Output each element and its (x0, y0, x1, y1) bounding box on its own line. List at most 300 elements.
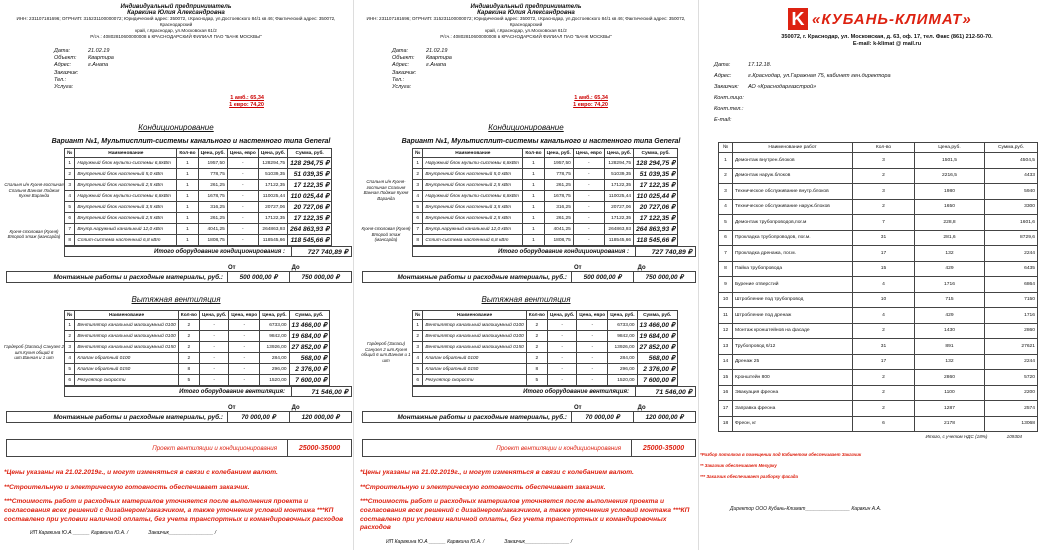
works-table (718, 142, 1038, 432)
cell-price-eur: - (577, 375, 608, 386)
cell-qty: 7 (853, 215, 915, 231)
cell-num: 1 (719, 153, 733, 169)
cell-num: 5 (719, 215, 733, 231)
ventilation-total (412, 386, 696, 397)
cell-sum: 568,00 ₽ (289, 353, 329, 364)
cell-price-eur: - (573, 235, 604, 246)
cell-qty: 5 (526, 375, 547, 386)
cell-sum: 17 122,35 ₽ (634, 180, 678, 191)
table-row (413, 158, 678, 169)
cell-name: Штробление под дренаж (733, 308, 853, 324)
cell-price-rub: 13926,00 (260, 342, 289, 353)
cell-qty: 3 (853, 184, 915, 200)
total-value: 727 740,89 ₽ (291, 247, 351, 256)
cell-sum: 2 376,00 ₽ (637, 364, 677, 375)
cell-price-eur: - (229, 320, 260, 331)
cell-price-eur: - (227, 213, 258, 224)
cell-num: 17 (719, 401, 733, 417)
table-row (413, 180, 678, 191)
meta-key: Тел.: (54, 76, 67, 83)
cell-num: 3 (719, 184, 733, 200)
cell-price-rub: 110025,44 (258, 191, 287, 202)
cell-name: Штробление под трубопровод (733, 292, 853, 308)
cell-name: Прокладка дренажа, пог.м. (733, 246, 853, 262)
signatures (730, 506, 1024, 512)
from-label: От (574, 265, 582, 272)
to-label: До (291, 265, 300, 272)
table-row (719, 339, 1038, 355)
cell-price: 228,8 (915, 215, 985, 231)
cell-sum: 5720 (985, 370, 1038, 386)
mount-label: Монтажные работы и расходные материалы, руб.: (397, 273, 567, 281)
cell-num: 1 (65, 158, 75, 169)
table-row (719, 246, 1038, 262)
cell-num: 12 (719, 323, 733, 339)
cell-name: Клапан обратный 0150 (423, 364, 526, 375)
cell-qty: 5 (178, 375, 199, 386)
cell-price-rub: 1520,00 (608, 375, 637, 386)
cell-qty: 1 (177, 202, 198, 213)
cell-sum: 6435 (985, 261, 1038, 277)
col-header: Цена, руб. (199, 311, 228, 320)
cell-price: 4041,25 (544, 224, 573, 235)
cell-sum: 264 863,93 ₽ (634, 224, 678, 235)
section-ventilation-title: Вытяжная вентиляция (131, 295, 221, 305)
cell-num: 3 (413, 342, 423, 353)
cell-sum: 17 122,35 ₽ (288, 180, 332, 191)
cell-price-eur: - (229, 331, 260, 342)
cell-price: 1957,50 (198, 158, 227, 169)
rate-eur: 1 евро: 74,20 (229, 102, 264, 109)
meta-key: Заказчик: (392, 69, 417, 76)
cell-name: Монтаж кронштейнов на фасаде (733, 323, 853, 339)
cell-num: 6 (413, 375, 423, 386)
table-row (719, 292, 1038, 308)
meta-key: Услуга: (392, 84, 412, 91)
cell-qty: 2 (178, 320, 199, 331)
cell-price: 132 (915, 246, 985, 262)
section-ventilation-title: Вытяжная вентиляция (481, 295, 571, 305)
vat-value: 109304 (1006, 434, 1022, 439)
cell-num: 5 (413, 202, 423, 213)
rate-usd: 1 амб.: 65,34 (574, 95, 608, 102)
cell-name: Фреон, кг (733, 416, 853, 432)
cell-price: 1808,75 (544, 235, 573, 246)
mount-from: 70 000,00 ₽ (571, 412, 633, 422)
table-row (413, 191, 678, 202)
cell-sum: 128 294,75 ₽ (634, 158, 678, 169)
cell-num: 2 (719, 168, 733, 184)
cell-num: 4 (413, 191, 423, 202)
header-title: Индивидуальный предприниматель (470, 4, 582, 10)
table-row (65, 320, 330, 331)
cell-price: 1430 (915, 323, 985, 339)
cell-sum: 2574 (985, 401, 1038, 417)
cell-sum: 27 852,00 ₽ (289, 342, 329, 353)
cell-price-eur: - (227, 224, 258, 235)
cell-qty: 1 (523, 224, 544, 235)
cell-num: 2 (65, 169, 75, 180)
cell-qty: 6 (853, 416, 915, 432)
table-row (65, 224, 332, 235)
cell-name: Сплит-система настенный 6,8 кВт (75, 235, 177, 246)
cell-price-eur: - (573, 158, 604, 169)
signatures (30, 530, 352, 536)
conditioning-table (64, 148, 332, 246)
cell-price-rub: 6733,00 (608, 320, 637, 331)
cell-price-eur: - (573, 169, 604, 180)
table-row (65, 342, 330, 353)
cell-price: 132 (915, 354, 985, 370)
cell-price-eur: - (227, 235, 258, 246)
variant-title: Вариант №1, Мультисплит-системы канального и настенного типа General (401, 138, 681, 146)
cell-num: 6 (65, 213, 75, 224)
cell-price: 261,25 (198, 213, 227, 224)
meta-key: E-mail: (714, 117, 732, 123)
col-header: Кол-во (523, 149, 544, 158)
cell-sum: 2 376,00 ₽ (289, 364, 329, 375)
cell-price-eur: - (227, 191, 258, 202)
table-row (719, 416, 1038, 432)
cell-price: 2860 (915, 370, 985, 386)
cell-name: Эвакуация фреона (733, 385, 853, 401)
meta-value: г.Анапа (88, 62, 109, 69)
conditioning-block (360, 148, 696, 246)
cell-sum: 27621 (985, 339, 1038, 355)
table-row (719, 215, 1038, 231)
cell-price-rub: 17122,35 (604, 213, 633, 224)
mount-label: Монтажные работы и расходные материалы, руб.: (397, 413, 567, 421)
company-address: 350072, г. Краснодар, ул. Московская, д. 63, оф. 17, тел. Факс (861) 212-50-70. (781, 34, 993, 40)
ventilation-block (4, 310, 352, 386)
table-row (719, 370, 1038, 386)
cell-price-rub: 17122,35 (258, 213, 287, 224)
table-row (413, 224, 678, 235)
table-row (719, 230, 1038, 246)
mount-from: 70 000,00 ₽ (227, 412, 289, 422)
mount-from: 500 000,00 ₽ (227, 272, 289, 282)
col-header: Наименование (75, 311, 178, 320)
cell-price-rub: 264863,93 (258, 224, 287, 235)
cell-sum: 7 600,00 ₽ (637, 375, 677, 386)
cell-price-eur: - (227, 158, 258, 169)
cell-price: 1287 (915, 401, 985, 417)
cell-price: - (199, 364, 228, 375)
cell-sum: 2200 (985, 385, 1038, 401)
note-2: **Строительную и электрическую готовность обеспечивает заказчик. (360, 483, 606, 491)
cell-sum: 110 025,44 ₽ (288, 191, 332, 202)
to-label: До (291, 405, 300, 412)
total-label: Итого оборудование кондиционирования : (498, 248, 629, 255)
notes (360, 469, 696, 533)
cell-qty: 2 (853, 323, 915, 339)
cell-sum: 20 727,06 ₽ (634, 202, 678, 213)
cell-qty: 2 (853, 370, 915, 386)
to-label: До (637, 265, 646, 272)
meta-key: Объект: (54, 55, 77, 62)
cell-name: Внутренний блок настенный 3,5 кВт (75, 202, 177, 213)
cell-price: 316,25 (198, 202, 227, 213)
table-row (719, 277, 1038, 293)
cell-num: 1 (65, 320, 75, 331)
col-header: Наименование работ (733, 143, 853, 153)
cell-price-rub: 1520,00 (260, 375, 289, 386)
cell-qty: 2 (853, 401, 915, 417)
cell-qty: 2 (526, 320, 547, 331)
cell-price-rub: 128294,75 (604, 158, 633, 169)
ventilation-table (412, 310, 678, 386)
table-row (413, 342, 678, 353)
cell-name: Техническое обслуживание наруж.блоков (733, 199, 853, 215)
meta-key: Заказчик: (714, 84, 739, 90)
cell-price-rub: 6733,00 (260, 320, 289, 331)
cell-num: 16 (719, 385, 733, 401)
cell-name: Внутренний блок настенный 2,5 кВт (75, 213, 177, 224)
meta-key: Адрес: (54, 62, 72, 69)
total-value: 727 740,89 ₽ (635, 247, 695, 256)
cell-price: - (547, 353, 576, 364)
room-group-1: Спальня и/н Кухня-гостиная Спальня Ванная Лоджия Кухня Варанда (363, 179, 409, 201)
meta-key: Адрес: (714, 73, 732, 79)
cell-price: - (547, 364, 576, 375)
col-header: № (413, 311, 423, 320)
cell-num: 8 (413, 235, 423, 246)
col-header: Цена, руб. (258, 149, 287, 158)
cell-price-rub: 110025,44 (604, 191, 633, 202)
cell-qty: 1 (177, 213, 198, 224)
cell-price: 715 (915, 292, 985, 308)
cell-qty: 8 (178, 364, 199, 375)
cell-num: 1 (413, 320, 423, 331)
section-conditioning-title: Кондиционирование (488, 123, 564, 133)
cell-num: 10 (719, 292, 733, 308)
table-row (65, 169, 332, 180)
cell-sum: 51 039,35 ₽ (288, 169, 332, 180)
col-header: № (413, 149, 423, 158)
entrepreneur-header (0, 0, 352, 40)
table-row (413, 169, 678, 180)
cell-name: Прокладка трубопроводов, пог.м. (733, 230, 853, 246)
cell-price-rub: 264863,93 (604, 224, 633, 235)
total-label: Итого оборудование вентиляция: (179, 388, 285, 395)
cell-name: Наружный блок мульти-системы 6,8кВт (423, 191, 523, 202)
project-value: 25000-35000 (631, 440, 695, 456)
cell-num: 7 (65, 224, 75, 235)
meta-key: Объект: (392, 55, 415, 62)
mount-to: 750 000,00 ₽ (633, 272, 695, 282)
cell-name: Бурение отверстий (733, 277, 853, 293)
cell-price: - (547, 342, 576, 353)
cell-qty: 1 (523, 202, 544, 213)
cell-price: 1716 (915, 277, 985, 293)
cell-qty: 1 (523, 158, 544, 169)
cell-price-rub: 51039,35 (604, 169, 633, 180)
room-group-2: Кухня-столовая (Кухня) Второй этаж (мансарда) (7, 228, 61, 240)
cell-qty: 2 (853, 168, 915, 184)
col-header: Сумма, руб. (634, 149, 678, 158)
note-1: *Цены указаны на 21.02.2019г., и могут изменяться в связи с колебанием валют. (4, 469, 278, 477)
note-2: ** Заказчик обеспечивает Мехурку (700, 463, 777, 468)
header-line3: Р/сч.: 40802810600000008 в КРАСНОДАРСКИЙ ФИЛИАЛ ПАО "БАНК МОСКВЫ" (90, 34, 262, 39)
header-line2: край, г.Краснодар, ул.Московская 61/2 (135, 28, 217, 33)
cell-price: - (199, 320, 228, 331)
mount-to: 120 000,00 ₽ (633, 412, 695, 422)
cell-sum: 128 294,75 ₽ (288, 158, 332, 169)
table-row (413, 364, 678, 375)
cell-name: Внутр.наружный канальный 12,0 кВт (75, 224, 177, 235)
cell-num: 2 (65, 331, 75, 342)
note-3: ***Стоимость работ и расходных материалов уточняется после выполнения проекта и согласования всех решений с дизайнером/заказчиком, а также уточнения условий монтажа ***КП составлено при условии наличной оплаты, без учета транспортных и командировочных расходов (360, 498, 690, 532)
meta-key: Конт.лицо: (714, 95, 744, 101)
cell-price: 1957,50 (544, 158, 573, 169)
cell-price: - (547, 375, 576, 386)
cell-price-rub: 20727,06 (604, 202, 633, 213)
cell-name: Вентилятор канальный малошумный 0100 (75, 320, 178, 331)
cell-price: 261,25 (544, 180, 573, 191)
rate-eur: 1 евро: 74,20 (573, 102, 608, 109)
cell-name: Вентилятор канальный малошумный 0100 (75, 331, 178, 342)
cell-num: 8 (719, 261, 733, 277)
table-row (65, 375, 330, 386)
cell-num: 15 (719, 370, 733, 386)
col-header: Кол-во (853, 143, 915, 153)
cell-name: Регулятор скорости (75, 375, 178, 386)
cell-price: 2216,5 (915, 168, 985, 184)
ventilation-table (64, 310, 330, 386)
meta-key: Конт.тел.: (714, 106, 744, 112)
cell-name: Вентилятор канальный малошумный 0150 (423, 342, 526, 353)
cell-qty: 4 (853, 308, 915, 324)
cell-name: Вентилятор канальный малошумный 0150 (75, 342, 178, 353)
notes (4, 469, 352, 524)
cell-num: 1 (413, 158, 423, 169)
cell-num: 18 (719, 416, 733, 432)
col-header: Наименование (423, 311, 526, 320)
project-value: 25000-35000 (287, 440, 351, 456)
cell-price: 1501,5 (915, 153, 985, 169)
meta-value: г.Краснодар, ул.Гаражная 75, кабинет ген.директора (748, 73, 891, 79)
room-group-1: Спальня и/н Кухня-гостиная Спальня Ванная Лоджия Кухня Варанда (4, 182, 64, 198)
table-row (719, 153, 1038, 169)
table-row (719, 184, 1038, 200)
entrepreneur-header (356, 0, 696, 40)
col-header: Цена, руб. (198, 149, 227, 158)
cell-qty: 31 (853, 230, 915, 246)
cell-qty: 1 (177, 224, 198, 235)
cell-num: 6 (413, 213, 423, 224)
cell-price: 261,25 (198, 180, 227, 191)
cell-sum: 19 684,00 ₽ (289, 331, 329, 342)
meta-value: Квартира (88, 55, 114, 62)
table-row (413, 320, 678, 331)
table-row (413, 353, 678, 364)
meta-key: Тел.: (392, 76, 405, 83)
cell-price: 1650 (915, 199, 985, 215)
cell-name: Внутренний блок настенный 2,5 кВт (423, 213, 523, 224)
cell-num: 4 (413, 353, 423, 364)
cell-num: 8 (65, 235, 75, 246)
cell-name: Вентилятор канальный малошумный 0100 (423, 320, 526, 331)
cell-price: 1678,75 (544, 191, 573, 202)
conditioning-table (412, 148, 678, 246)
cell-price-eur: - (573, 213, 604, 224)
cell-sum: 8729,6 (985, 230, 1038, 246)
cell-name: Наружный блок мульти-системы 6,8кВт (75, 191, 177, 202)
cell-sum: 118 545,66 ₽ (288, 235, 332, 246)
col-header: Наименование (423, 149, 523, 158)
signature-director: Директор ООО Кубань-Климат________________ Карвкин А.А. (730, 506, 882, 512)
cell-sum: 110 025,44 ₽ (634, 191, 678, 202)
from-label: От (574, 405, 582, 412)
table-row (719, 323, 1038, 339)
cell-name: Вентилятор канальный малошумный 0100 (423, 331, 526, 342)
table-row (65, 235, 332, 246)
col-header: Кол-во (177, 149, 198, 158)
cell-sum: 20 727,06 ₽ (288, 202, 332, 213)
cell-num: 6 (65, 375, 75, 386)
cell-qty: 1 (523, 213, 544, 224)
cell-sum: 5940 (985, 184, 1038, 200)
cell-name: Наружный блок мульти-системы 6,8кВт (423, 158, 523, 169)
cell-sum: 4504,5 (985, 153, 1038, 169)
col-header: Сумма,руб. (985, 143, 1038, 153)
meta-key: Дата: (714, 62, 731, 68)
cell-price-eur: - (573, 202, 604, 213)
signature-left: ИП Карвкина Ю.А ______ Карвкина Ю.А. / (386, 538, 485, 545)
order-meta (392, 48, 696, 91)
cell-qty: 15 (853, 261, 915, 277)
company-email: E-mail: k-klimat @ mail.ru (852, 41, 922, 47)
cell-qty: 17 (853, 354, 915, 370)
vat-label: Итого, с учетом НДС (18%) (925, 434, 988, 439)
cell-qty: 8 (526, 364, 547, 375)
cell-sum: 2244 (985, 246, 1038, 262)
cell-qty: 10 (853, 292, 915, 308)
cell-qty: 1 (523, 191, 544, 202)
rate-usd: 1 амб.: 65,34 (230, 95, 264, 102)
mount-label: Монтажные работы и расходные материалы, руб.: (53, 273, 223, 281)
cell-sum: 1716 (985, 308, 1038, 324)
cell-price: - (547, 331, 576, 342)
cell-qty: 1 (177, 180, 198, 191)
note-2: **Строительную и электрическую готовность обеспечивает заказчик. (4, 483, 250, 491)
cell-price-rub: 296,00 (260, 364, 289, 375)
cell-price: 316,25 (544, 202, 573, 213)
cell-name: Регулятор скорости (423, 375, 526, 386)
cell-num: 4 (719, 199, 733, 215)
cell-name: Заправка фреона (733, 401, 853, 417)
meta-value: Квартира (426, 55, 452, 62)
to-label: До (637, 405, 646, 412)
cell-price-rub: 118545,66 (258, 235, 287, 246)
cell-name: Клапан обратный 0100 (75, 353, 178, 364)
col-header: Цена, евро (227, 149, 258, 158)
conditioning-total (64, 246, 352, 257)
meta-key: Дата: (392, 48, 409, 54)
vent-rooms: Гардероб (Запаси) Санузел 2 шт.Кухня общий 6 шт.Ванная и 1 шт (4, 344, 64, 360)
estimate-sheet-1 (0, 0, 352, 550)
vent-room-labels (4, 310, 64, 386)
room-labels (360, 148, 412, 246)
project-row (362, 439, 696, 457)
cell-name: Трубопровод 6/12 (733, 339, 853, 355)
cell-price-rub: 284,00 (260, 353, 289, 364)
signature-left: ИП Карвкина Ю.А ______ Карвкина Ю.А. / (30, 530, 129, 537)
col-header: Цена, евро (229, 311, 260, 320)
order-meta (54, 48, 352, 91)
table-row (65, 364, 330, 375)
currency-rates (356, 95, 608, 109)
